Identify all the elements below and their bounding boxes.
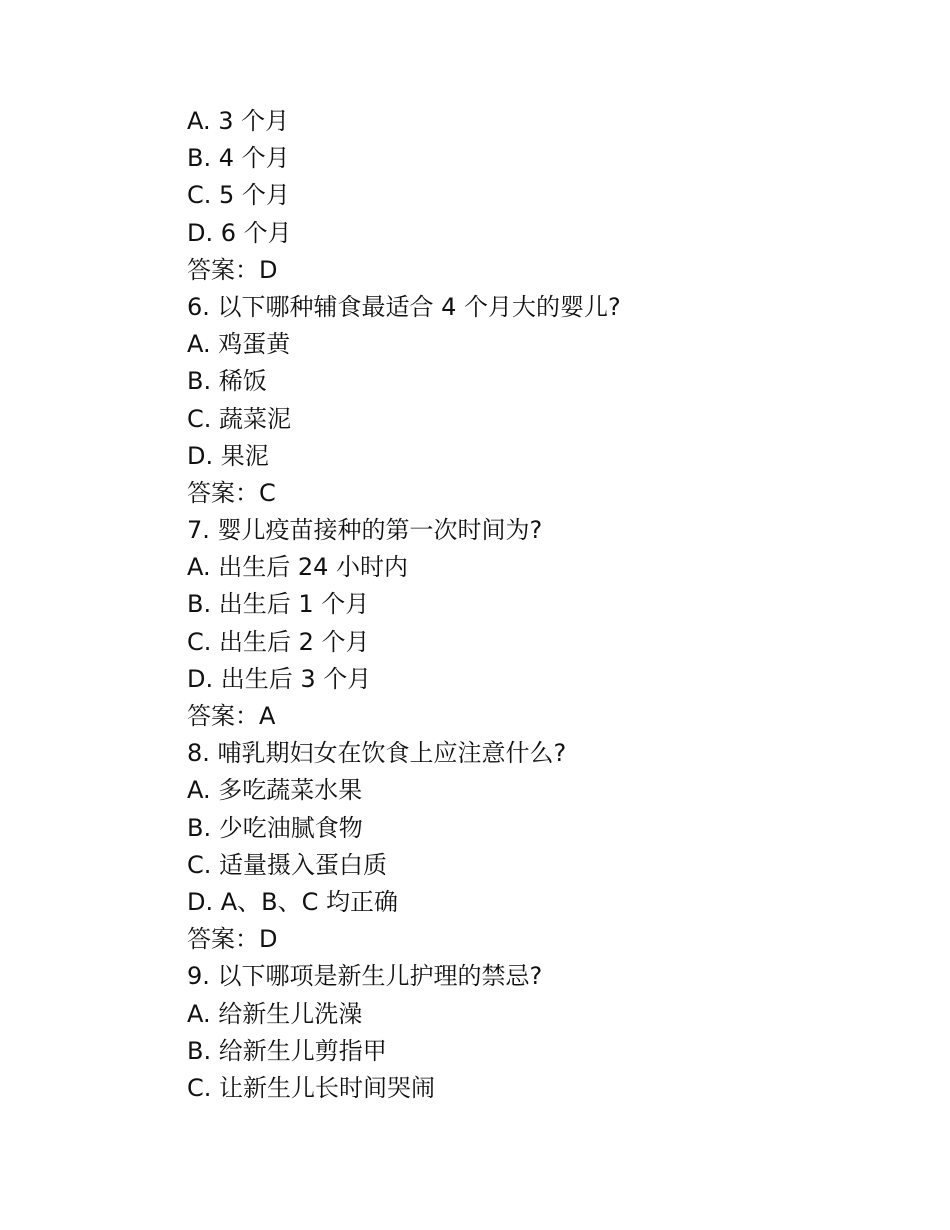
answer-q7: 答案：A (187, 702, 276, 730)
option-b-q5: B. 4 个月 (187, 144, 290, 173)
option-a-q7: A. 出生后 24 小时内 (187, 553, 409, 582)
option-b-q9: B. 给新生儿剪指甲 (187, 1036, 387, 1065)
option-c-q5: C. 5 个月 (187, 181, 290, 210)
option-a-q5: A. 3 个月 (187, 107, 290, 135)
option-a-q8: A. 多吃蔬菜水果 (187, 776, 363, 805)
answer-q8: 答案：D (187, 925, 278, 954)
question-6: 6. 以下哪种辅食最适合 4 个月大的婴儿? (187, 292, 621, 321)
option-c-q9: C. 让新生儿长时间哭闹 (187, 1073, 436, 1102)
option-b-q7: B. 出生后 1 个月 (187, 590, 370, 619)
question-7: 7. 婴儿疫苗接种的第一次时间为? (187, 516, 543, 545)
option-c-q7: C. 出生后 2 个月 (187, 627, 370, 656)
option-d-q7: D. 出生后 3 个月 (187, 664, 372, 693)
question-8: 8. 哺乳期妇女在饮食上应注意什么? (187, 739, 567, 768)
answer-q5: 答案：D (187, 255, 278, 284)
option-b-q8: B. 少吃油腻食物 (187, 813, 363, 842)
answer-q6: 答案：C (187, 478, 276, 507)
option-d-q8: D. A、B、C 均正确 (187, 887, 399, 916)
question-9: 9. 以下哪项是新生儿护理的禁忌? (187, 962, 543, 991)
option-d-q6: D. 果泥 (187, 441, 269, 470)
option-d-q5: D. 6 个月 (187, 218, 292, 247)
option-a-q6: A. 鸡蛋黄 (187, 330, 291, 359)
option-c-q8: C. 适量摄入蛋白质 (187, 850, 388, 879)
option-c-q6: C. 蔬菜泥 (187, 404, 292, 433)
option-a-q9: A. 给新生儿洗澡 (187, 999, 363, 1028)
option-b-q6: B. 稀饭 (187, 367, 267, 396)
